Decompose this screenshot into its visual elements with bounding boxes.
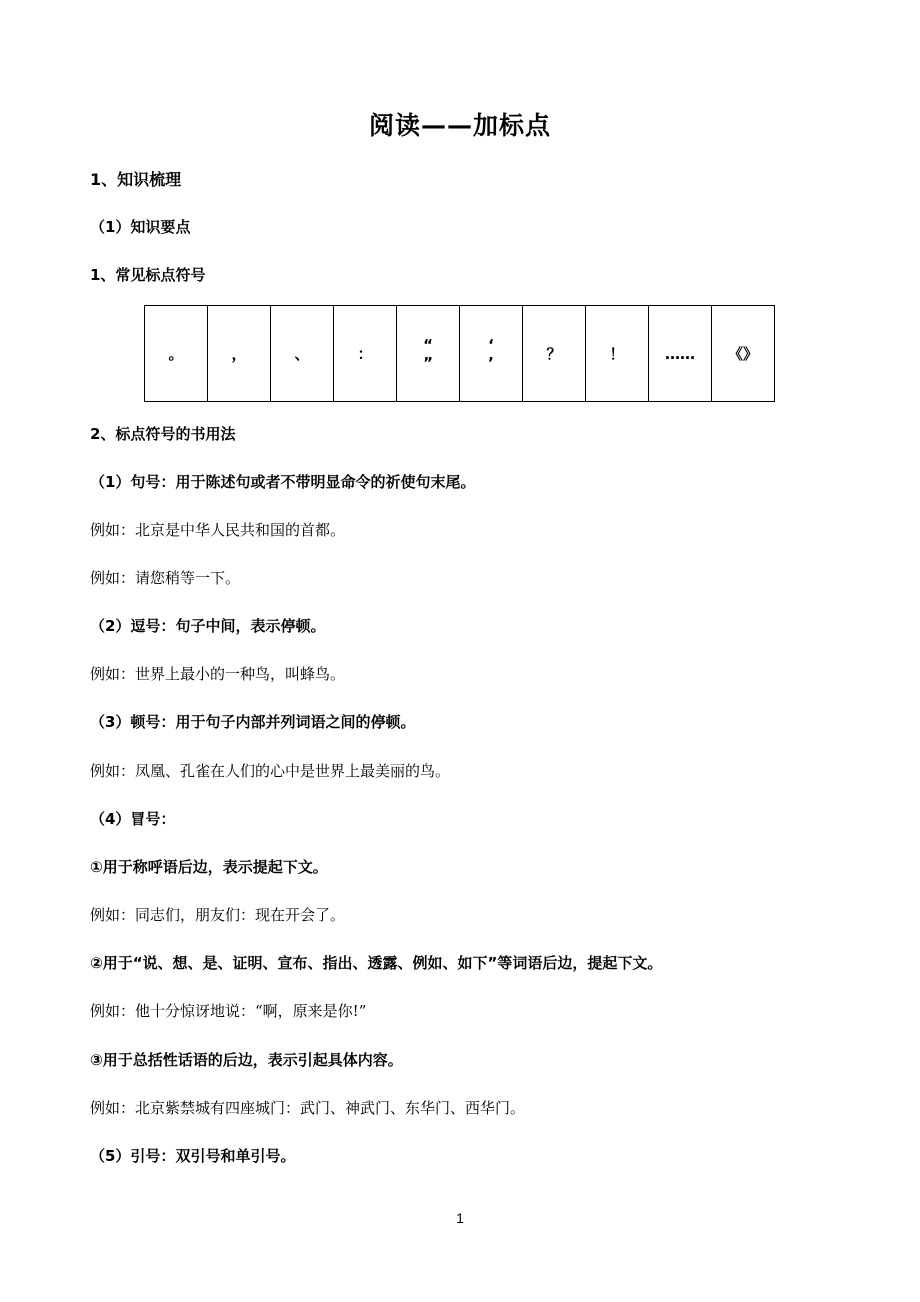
table-cell: ‘ ’ bbox=[460, 306, 523, 402]
page-title: 阅读——加标点 bbox=[368, 111, 551, 140]
rule-period: （1）句号：用于陈述句或者不带明显命令的祈使句末尾。 bbox=[90, 473, 476, 491]
table-cell: 《》 bbox=[712, 306, 775, 402]
table-cell: ！ bbox=[586, 306, 649, 402]
rule-colon-3: ③用于总括性话语的后边，表示引起具体内容。 bbox=[90, 1051, 403, 1069]
punctuation-table bbox=[144, 305, 775, 402]
table-cell: 。 bbox=[145, 306, 208, 402]
section-heading: 1、知识梳理 bbox=[90, 170, 182, 189]
example-line: 例如：世界上最小的一种鸟，叫蜂鸟。 bbox=[90, 665, 346, 683]
rule-enumeration-comma: （3）顿号：用于句子内部并列词语之间的停顿。 bbox=[90, 713, 416, 731]
rule-colon-2: ②用于“说、想、是、证明、宣布、指出、透露、例如、如下”等词语后边，提起下文。 bbox=[90, 954, 663, 972]
rule-colon-1: ①用于称呼语后边，表示提起下文。 bbox=[90, 858, 328, 876]
table-cell: ， bbox=[208, 306, 271, 402]
table-cell: ： bbox=[334, 306, 397, 402]
table-cell: …… bbox=[649, 306, 712, 402]
table-cell: ？ bbox=[523, 306, 586, 402]
rule-colon: （4）冒号： bbox=[90, 810, 176, 828]
example-line: 例如：同志们，朋友们：现在开会了。 bbox=[90, 906, 346, 924]
rule-comma: （2）逗号：句子中间，表示停顿。 bbox=[90, 617, 326, 635]
item-heading-common-punctuation: 1、常见标点符号 bbox=[90, 266, 206, 284]
table-cell: “ ” bbox=[397, 306, 460, 402]
page-number: 1 bbox=[456, 1210, 464, 1226]
example-line: 例如：北京是中华人民共和国的首都。 bbox=[90, 521, 346, 539]
subsection-heading: （1）知识要点 bbox=[90, 218, 191, 236]
table-cell: 、 bbox=[271, 306, 334, 402]
example-line: 例如：北京紫禁城有四座城门：武门、神武门、东华门、西华门。 bbox=[90, 1099, 526, 1117]
table-row bbox=[145, 306, 775, 402]
example-line: 例如：他十分惊讶地说：“啊，原来是你!” bbox=[90, 1002, 367, 1020]
example-line: 例如：凤凰、孔雀在人们的心中是世界上最美丽的鸟。 bbox=[90, 762, 451, 780]
item-heading-usage: 2、标点符号的书用法 bbox=[90, 425, 236, 443]
rule-quotation-marks: （5）引号：双引号和单引号。 bbox=[90, 1147, 296, 1165]
example-line: 例如：请您稍等一下。 bbox=[90, 569, 241, 587]
